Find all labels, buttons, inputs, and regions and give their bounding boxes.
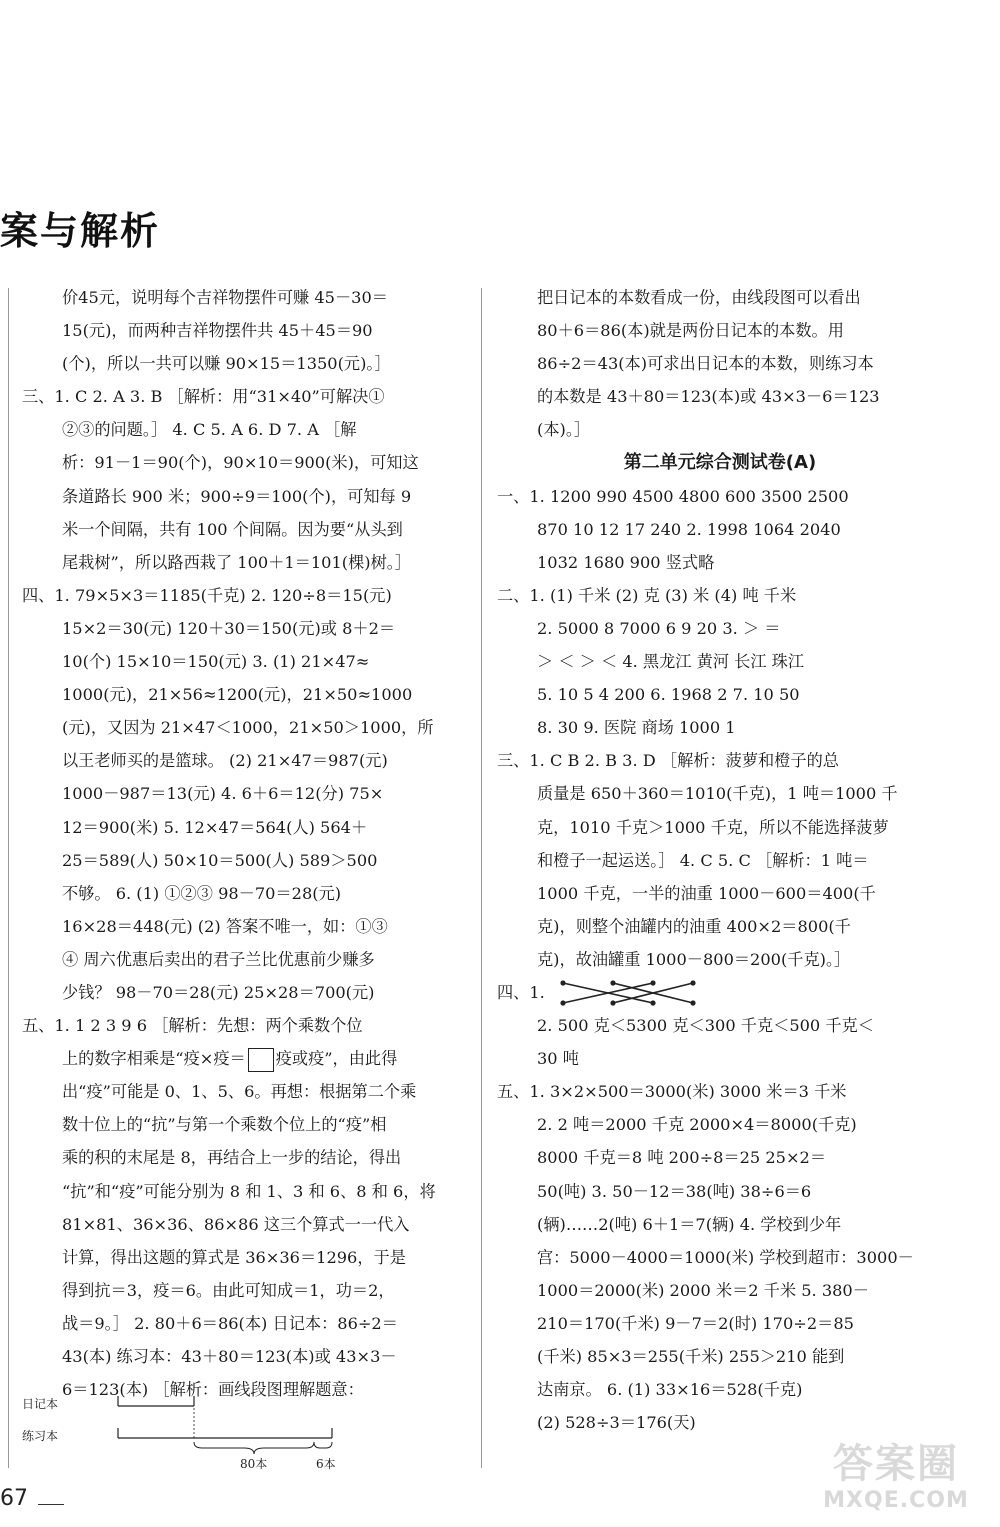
answer-line: 和橙子一起运送。］ 4. C 5. C ［解析：1 吨＝ xyxy=(537,850,869,870)
answer-line: 出“疫”可能是 0、1、5、6。再想：根据第二个乘 xyxy=(62,1082,417,1102)
answer-line: 析：91－1＝90(个)，90×10＝900(米)，可知这 xyxy=(62,453,419,473)
answer-line: 12＝900(米) 5. 12×47＝564(人) 564＋ xyxy=(62,817,368,837)
answer-line: 43(本) 练习本：43＋80＝123(本)或 43×3－ xyxy=(62,1347,397,1366)
matching-question xyxy=(497,976,943,1009)
answer-line: 少钱？ 98－70＝28(元) 25×28＝700(元) xyxy=(62,982,375,1002)
diagram-label-notebook: 日记本 xyxy=(22,1397,59,1411)
answer-line: 870 10 12 17 240 2. 1998 1064 2040 xyxy=(537,519,841,539)
answer-line: 81×81、36×36、86×86 这三个算式一一代入 xyxy=(62,1214,410,1234)
page-number: 67 xyxy=(0,1486,28,1511)
answer-line: 乘的积的末尾是 8，再结合上一步的结论，得出 xyxy=(62,1148,402,1168)
diagram-label-6: 6本 xyxy=(316,1457,336,1471)
answer-line: 达南京。 6. (1) 33×16＝528(千克) xyxy=(537,1380,803,1400)
answer-line: 四、1. 79×5×3＝1185(千克) 2. 120÷8＝15(元) xyxy=(22,585,392,605)
watermark-site: MXQE.COM xyxy=(823,1488,969,1513)
watermark xyxy=(800,1440,992,1514)
left-margin-rule xyxy=(8,288,9,1468)
answer-line: (元)，又因为 21×47＜1000，21×50＞1000，所 xyxy=(62,718,434,738)
answer-line: (2) 528÷3＝176(天) xyxy=(537,1413,696,1433)
answer-line: 6＝123(本) ［解析：画线段图理解题意： xyxy=(62,1380,364,1400)
answer-line: 5. 10 5 4 200 6. 1968 2 7. 10 50 xyxy=(537,685,800,705)
answer-line: “抗”和“疫”可能分别为 8 和 1、3 和 6、8 和 6，将 xyxy=(62,1181,436,1201)
answer-line: 一、1. 1200 990 4500 4800 600 3500 2500 xyxy=(497,486,849,506)
right-column xyxy=(497,281,943,1439)
answer-line: 1000 千克，一半的油重 1000－600＝400(千 xyxy=(537,883,876,903)
answer-line: 数十位上的“抗”与第一个乘数个位上的“疫”相 xyxy=(62,1115,387,1135)
answer-line: 8. 30 9. 医院 商场 1000 1 xyxy=(537,718,736,738)
answer-line: 25＝589(人) 50×10＝500(人) 589＞500 xyxy=(62,850,378,870)
answer-text: 疫或疫”，由此得 xyxy=(275,1049,398,1069)
answer-line: 2. 500 克＜5300 克＜300 千克＜500 千克＜ xyxy=(537,1016,874,1036)
answer-line: 米一个间隔，共有 100 个间隔。因为要“从头到 xyxy=(62,519,403,539)
answer-line: 1000(元)，21×56≈1200(元)，21×50≈1000 xyxy=(62,685,413,705)
answer-line: 8000 千克＝8 吨 200÷8＝25 25×2＝ xyxy=(537,1148,827,1168)
diagram-label-exercise: 练习本 xyxy=(22,1429,59,1443)
answer-line: 2. 2 吨＝2000 千克 2000×4＝8000(千克) xyxy=(537,1115,857,1135)
answer-line: 克)，故油罐重 1000－800＝200(千克)。］ xyxy=(537,949,851,969)
watermark-logo: 答案圈 xyxy=(833,1441,959,1487)
answer-line: 五、1. 1 2 3 9 6 ［解析：先想：两个乘数个位 xyxy=(22,1016,363,1036)
answer-line: 30 吨 xyxy=(537,1049,579,1069)
answer-line: 10(个) 15×10＝150(元) 3. (1) 21×47≈ xyxy=(62,652,370,672)
answer-text: 上的数字相乘是“疫×疫＝ xyxy=(62,1049,246,1069)
line-segment-diagram xyxy=(22,1392,382,1472)
answer-line: 得到抗＝3，疫＝6。由此可知成＝1，功＝2， xyxy=(62,1280,395,1300)
answer-line: (本)。］ xyxy=(537,420,591,440)
answer-line: 战＝9。］ 2. 80＋6＝86(本) 日记本：86÷2＝ xyxy=(62,1313,398,1333)
answer-line: 16×28＝448(元) (2) 答案不唯一，如：①③ xyxy=(62,916,388,936)
answer-line: 15(元)，而两种吉祥物摆件共 45＋45＝90 xyxy=(62,321,373,341)
answer-line: 计算，得出这题的算式是 36×36＝1296，于是 xyxy=(62,1247,406,1267)
column-divider xyxy=(481,288,482,1468)
answer-line: 不够。 6. (1) ①②③ 98－70＝28(元) xyxy=(62,883,342,903)
matching-lines-graphic xyxy=(553,979,703,1007)
answer-line: 二、1. (1) 千米 (2) 克 (3) 米 (4) 吨 千米 xyxy=(497,585,797,605)
answer-line: 1000－987＝13(元) 4. 6＋6＝12(分) 75× xyxy=(62,784,384,804)
answer-line: 价45元，说明每个吉祥物摆件可赚 45－30＝ xyxy=(62,288,388,307)
question-label: 四、1. xyxy=(497,982,545,1002)
answer-line: 克，1010 千克＞1000 千克，所以不能选择菠萝 xyxy=(537,817,889,837)
answer-line: 86÷2＝43(本)可求出日记本的本数，则练习本 xyxy=(537,354,874,374)
answer-line: 三、1. C 2. A 3. B ［解析：用“31×40”可解决① xyxy=(22,387,385,407)
answer-line: 1000＝2000(米) 2000 米＝2 千米 5. 380－ xyxy=(537,1280,869,1300)
answer-line: 条道路长 900 米；900÷9＝100(个)，可知每 9 xyxy=(62,486,412,506)
answer-line: (千米) 85×3＝255(千米) 255＞210 能到 xyxy=(537,1347,845,1366)
answer-line: 1032 1680 900 竖式略 xyxy=(537,552,715,572)
answer-line: 15×2＝30(元) 120＋30＝150(元)或 8＋2＝ xyxy=(62,618,396,638)
answer-line: 80＋6＝86(本)就是两份日记本的本数。用 xyxy=(537,321,844,341)
blank-box xyxy=(248,1048,274,1072)
answer-line: 三、1. C B 2. B 3. D ［解析：菠萝和橙子的总 xyxy=(497,751,839,771)
answer-line: 把日记本的本数看成一份，由线段图可以看出 xyxy=(537,288,861,307)
answer-line: 2. 5000 8 7000 6 9 20 3. ＞ ＝ xyxy=(537,618,781,638)
diagram-label-80: 80本 xyxy=(240,1457,268,1471)
answer-line: 宫：5000－4000＝1000(米) 学校到超市：3000－ xyxy=(537,1247,914,1267)
answer-line xyxy=(22,1042,468,1075)
answer-line: 尾栽树”，所以路西栽了 100＋1＝101(棵)树。］ xyxy=(62,552,412,572)
answer-line: 质量是 650＋360＝1010(千克)，1 吨＝1000 千 xyxy=(537,784,898,804)
section-title: 第二单元综合测试卷(A) xyxy=(623,452,817,474)
answer-line: 50(吨) 3. 50－12＝38(吨) 38÷6＝6 xyxy=(537,1181,812,1201)
answer-line: (辆)……2(吨) 6＋1＝7(辆) 4. 学校到少年 xyxy=(537,1214,842,1234)
answer-line: 以王老师买的是篮球。 (2) 21×47＝987(元) xyxy=(62,751,388,771)
answer-line: ④ 周六优惠后卖出的君子兰比优惠前少赚多 xyxy=(62,949,375,969)
answer-line: 210＝170(千米) 9－7＝2(时) 170÷2＝85 xyxy=(537,1313,854,1333)
answer-line: 五、1. 3×2×500＝3000(米) 3000 米＝3 千米 xyxy=(497,1082,847,1102)
answer-line: ②③的问题。］ 4. C 5. A 6. D 7. A ［解 xyxy=(62,420,357,440)
answer-line: ＞ ＜ ＞ ＜ 4. 黑龙江 黄河 长江 珠江 xyxy=(537,652,805,672)
answer-line: (个)，所以一共可以赚 90×15＝1350(元)。］ xyxy=(62,354,391,374)
left-column xyxy=(22,281,468,1406)
page-number-dash xyxy=(38,1504,64,1505)
answer-line: 的本数是 43＋80＝123(本)或 43×3－6＝123 xyxy=(537,387,880,407)
answer-line: 克)，则整个油罐内的油重 400×2＝800(千 xyxy=(537,916,851,936)
page-heading: 案与解析 xyxy=(0,209,161,253)
